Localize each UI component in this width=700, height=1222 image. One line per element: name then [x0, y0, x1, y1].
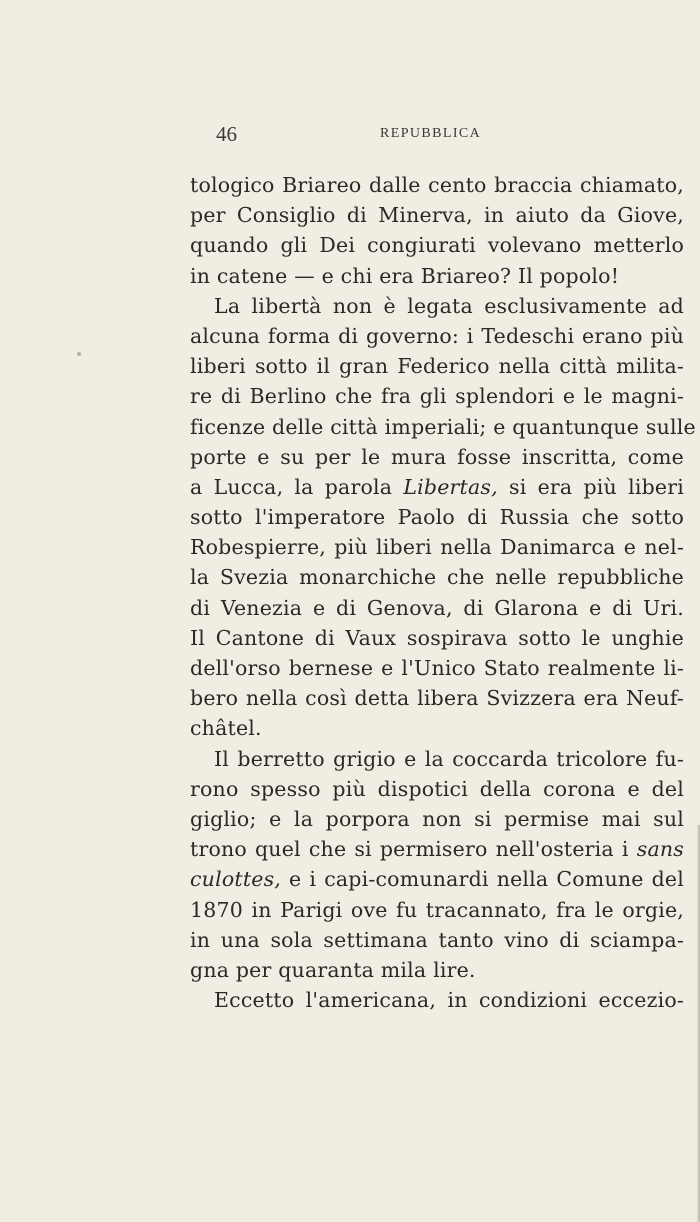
text-line: alcuna forma di governo: i Tedeschi erano più	[190, 323, 684, 348]
text-line: culottes, e i capi-comunardi nella Comune del	[190, 867, 685, 892]
text-line: porte e su per le mura fosse inscritta, come	[190, 444, 684, 469]
text-line: Robespierre, più liberi nella Danimarca e nel-	[190, 535, 684, 560]
paper-speck	[77, 352, 81, 356]
text-line: di Venezia e di Genova, di Glarona e di Uri.	[190, 595, 684, 620]
text-line: rono spesso più dispotici della corona e del	[190, 776, 684, 801]
text-line: sotto l'imperatore Paolo di Russia che sotto	[190, 505, 684, 530]
italic-word: culottes,	[190, 867, 282, 892]
text-line: ficenze delle città imperiali; e quantunque sulle	[190, 414, 696, 439]
text-line: in catene — e chi era Briareo? Il popolo!	[190, 263, 620, 288]
text-line: gna per quaranta mila lire.	[190, 957, 476, 982]
text-line: liberi sotto il gran Federico nella città milita-	[190, 354, 684, 379]
body-text	[190, 170, 696, 1015]
text-line: 1870 in Parigi ove fu tracannato, fra le orgie,	[190, 897, 684, 922]
text-line: Il Cantone di Vaux sospirava sotto le unghie	[190, 625, 684, 650]
text-line: giglio; e la porpora non si permise mai sul	[190, 806, 684, 831]
italic-word: Libertas,	[403, 474, 498, 499]
text-line: quando gli Dei congiurati volevano metterlo	[190, 233, 684, 258]
text-line: a Lucca, la parola Libertas, si era più liberi	[190, 474, 685, 499]
text-line: trono quel che si permisero nell'osteria i sans	[190, 837, 684, 862]
text-line: Eccetto l'americana, in condizioni eccezio-	[214, 988, 684, 1013]
running-head: REPUBBLICA	[380, 126, 482, 141]
italic-word: sans	[636, 837, 684, 862]
text-line: Il berretto grigio e la coccarda tricolore fu-	[214, 746, 684, 771]
text-line: re di Berlino che fra gli splendori e le magni-	[190, 384, 684, 409]
page-header	[216, 122, 636, 150]
text-line: châtel.	[190, 716, 262, 741]
text-line: La libertà non è legata esclusivamente ad	[214, 293, 684, 318]
text-line: tologico Briareo dalle cento braccia chiamato,	[190, 173, 684, 197]
text-line: bero nella così detta libera Svizzera era Neuf-	[190, 686, 684, 711]
text-line: la Svezia monarchiche che nelle repubbliche	[190, 565, 684, 590]
text-line: dell'orso bernese e l'Unico Stato realmente li-	[190, 656, 684, 680]
page-number: 46	[216, 122, 237, 146]
text-line: per Consiglio di Minerva, in aiuto da Giove,	[190, 203, 684, 228]
text-line: in una sola settimana tanto vino di sciampa-	[190, 927, 684, 952]
